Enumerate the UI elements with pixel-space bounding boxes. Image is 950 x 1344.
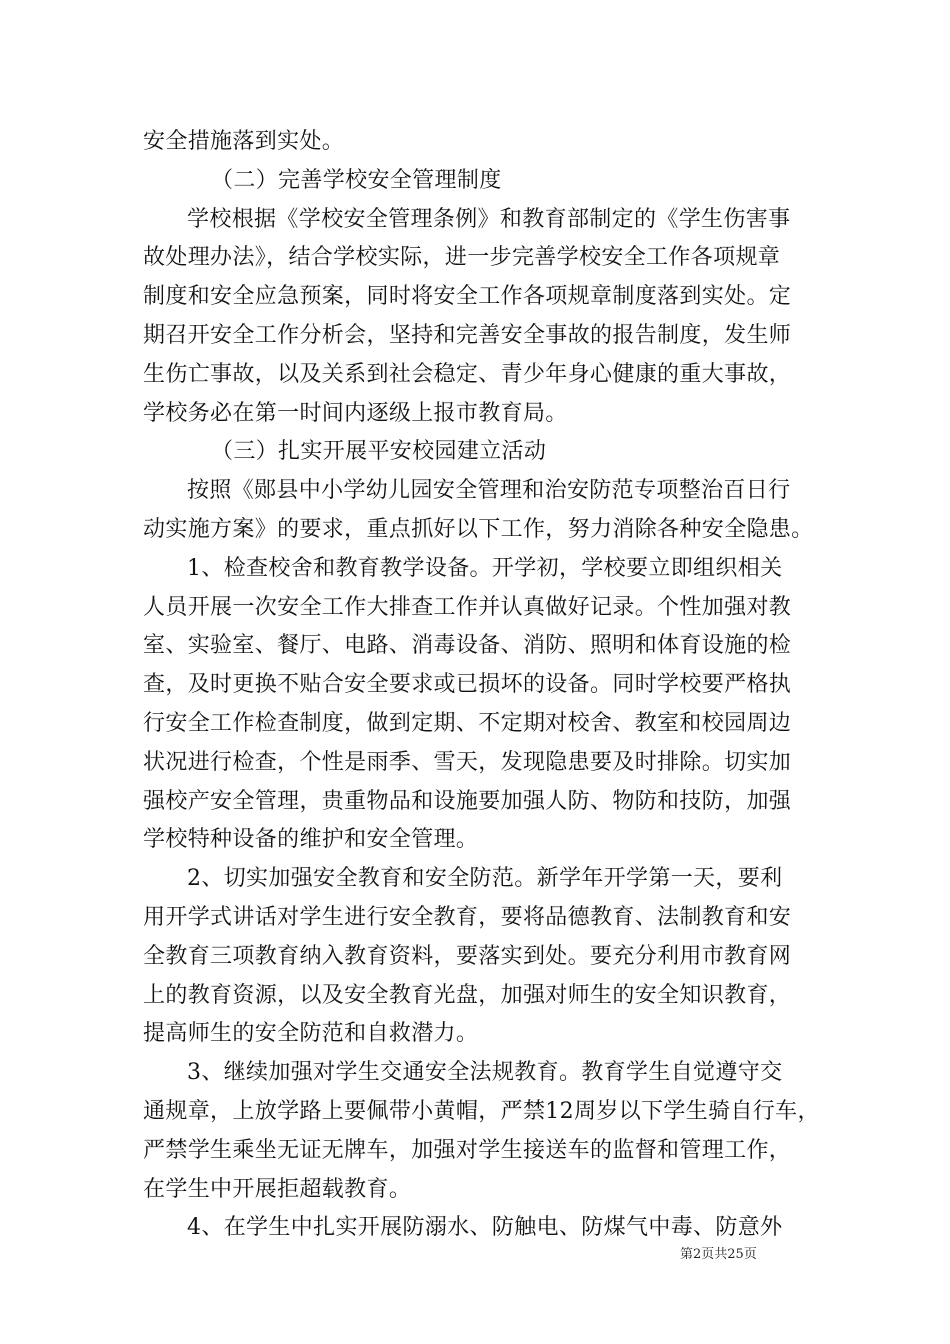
body-line: 制度和安全应急预案，同时将安全工作各项规章制度落到实处。定 <box>143 284 792 310</box>
paragraph-start-line: 3、继续加强对学生交通安全法规教育。教育学生自觉遵守交 <box>187 1060 783 1086</box>
body-line: 提高师生的安全防范和自救潜力。 <box>143 1021 479 1047</box>
body-line: 查，及时更换不贴合安全要求或已损坏的设备。同时学校要严格执 <box>143 672 792 698</box>
body-line: 上的教育资源，以及安全教育光盘，加强对师生的安全知识教育， <box>143 982 792 1008</box>
section-heading: （三）扎实开展平安校园建立活动 <box>211 439 547 465</box>
body-line: 学校务必在第一时间内逐级上报市教育局。 <box>143 400 568 426</box>
body-line: 状况进行检查，个性是雨季、雪天，发现隐患要及时排除。切实加 <box>143 749 792 775</box>
body-line: 强校产安全管理，贵重物品和设施要加强人防、物防和技防，加强 <box>143 788 792 814</box>
body-line: 故处理办法》，结合学校实际，进一步完善学校安全工作各项规章 <box>143 245 781 271</box>
body-line: 室、实验室、餐厅、电路、消毒设备、消防、照明和体育设施的检 <box>143 633 792 659</box>
paragraph-start-line: 按照《郧县中小学幼儿园安全管理和治安防范专项整治百日行 <box>187 478 791 504</box>
body-line: 人员开展一次安全工作大排查工作并认真做好记录。个性加强对教 <box>143 594 792 620</box>
body-line: 生伤亡事故，以及关系到社会稳定、青少年身心健康的重大事故， <box>143 361 792 387</box>
body-line: 安全措施落到实处。 <box>143 129 345 154</box>
body-line: 严禁学生乘坐无证无牌车，加强对学生接送车的监督和管理工作， <box>143 1137 792 1163</box>
body-line: 全教育三项教育纳入教育资料，要落实到处。要充分利用市教育网 <box>143 943 792 969</box>
paragraph-start-line: 4、在学生中扎实开展防溺水、防触电、防煤气中毒、防意外 <box>187 1215 783 1241</box>
body-line: 在学生中开展拒超载教育。 <box>143 1176 412 1202</box>
body-line: 期召开安全工作分析会，坚持和完善安全事故的报告制度，发生师 <box>143 322 792 348</box>
body-line: 学校特种设备的维护和安全管理。 <box>143 827 479 853</box>
body-line: 通规章，上放学路上要佩带小黄帽，严禁12周岁以下学生骑自行车， <box>143 1098 820 1124</box>
paragraph-start-line: 2、切实加强安全教育和安全防范。新学年开学第一天，要利 <box>187 866 783 892</box>
paragraph-start-line: 1、检查校舍和教育教学设备。开学初，学校要立即组织相关 <box>187 555 783 581</box>
section-heading: （二）完善学校安全管理制度 <box>211 167 502 193</box>
document-body <box>143 123 820 1248</box>
paragraph-start-line: 学校根据《学校安全管理条例》和教育部制定的《学生伤害事 <box>187 206 791 232</box>
body-line: 动实施方案》的要求，重点抓好以下工作，努力消除各种安全隐患。 <box>143 516 814 542</box>
page-number-footer: 第2页共25页 <box>680 1247 757 1262</box>
body-line: 用开学式讲话对学生进行安全教育，要将品德教育、法制教育和安 <box>143 904 792 930</box>
body-line: 行安全工作检查制度，做到定期、不定期对校舍、教室和校园周边 <box>143 710 792 736</box>
